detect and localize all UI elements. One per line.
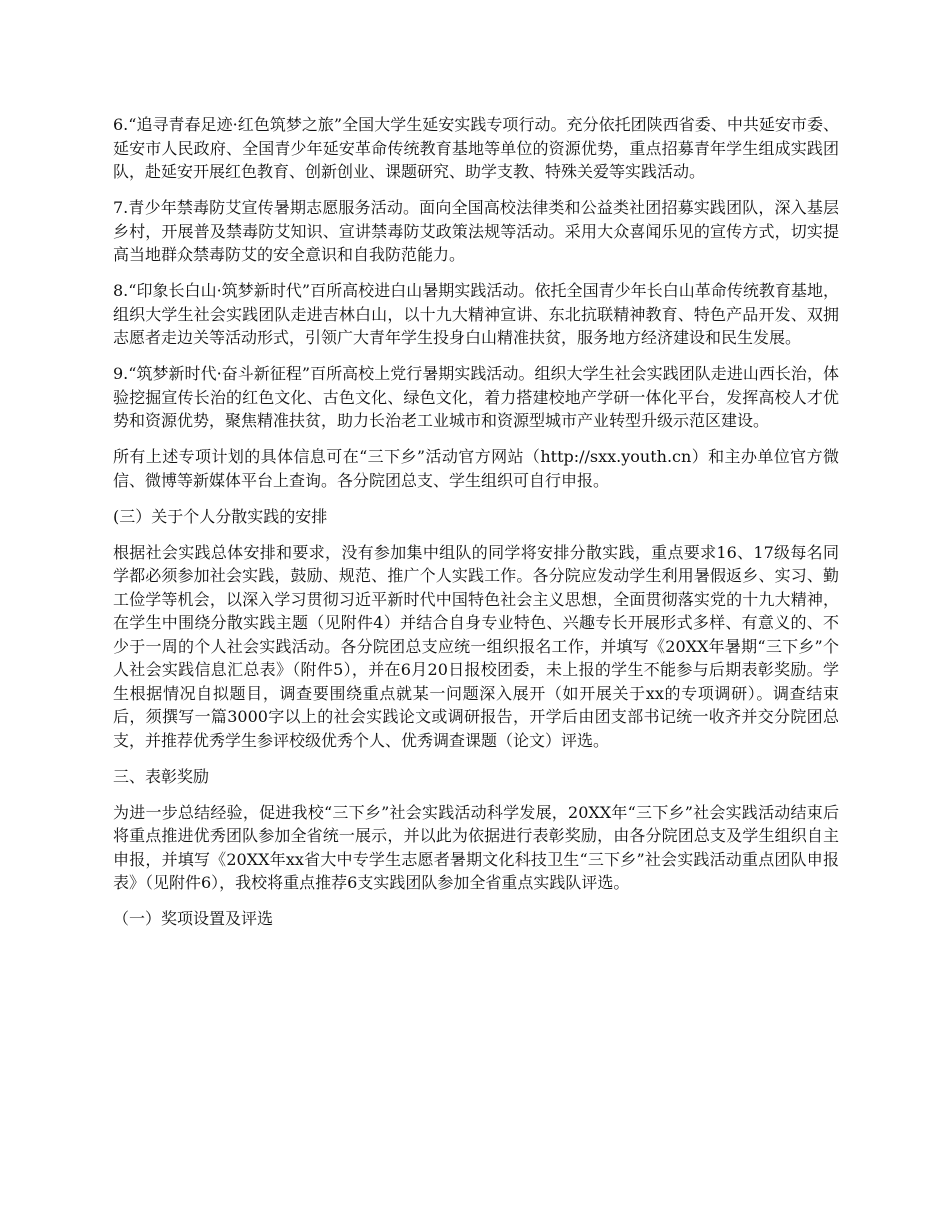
document-page — [113, 113, 839, 943]
paragraph-item-9: 9.“筑梦新时代·奋斗新征程”百所高校上党行暑期实践活动。组织大学生社会实践团队走进山西长治，体验挖掘宣传长治的红色文化、古色文化、绿色文化，着力搭建校地产学研一体化平台，发挥高校人才优势和资源优势，聚焦精准扶贫，助力长治老工业城市和资源型城市产业转型升级示范区建设。 — [113, 364, 839, 430]
section-heading-awards: 三、表彰奖励 — [113, 766, 210, 786]
section-heading-individual-practice: (三）关于个人分散实践的安排 — [113, 506, 328, 526]
section-heading-award-settings: （一）奖项设置及评选 — [113, 909, 274, 928]
paragraph-awards: 为进一步总结经验，促进我校“三下乡”社会实践活动科学发展，20XX年“三下乡”社会实践活动结束后将重点推进优秀团队参加全省统一展示，并以此为依据进行表彰奖励，由各分院团总支及学生组织自主申报，并填写《20XX年xx省大中专学生志愿者暑期文化科技卫生“三下乡”社会实践活动重点团队申报表》（见附件6），我校将重点推荐6支实践团队参加全省重点实践队评选。 — [113, 802, 839, 892]
paragraph-item-6: 6.“追寻青春足迹·红色筑梦之旅”全国大学生延安实践专项行动。充分依托团陕西省委、中共延安市委、延安市人民政府、全国青少年延安革命传统教育基地等单位的资源优势，重点招募青年学生组成实践团队，赴延安开展红色教育、创新创业、课题研究、助学支教、特殊关爱等实践活动。 — [113, 115, 839, 181]
paragraph-item-7: 7.青少年禁毒防艾宣传暑期志愿服务活动。面向全国高校法律类和公益类社团招募实践团队，深入基层乡村，开展普及禁毒防艾知识、宣讲禁毒防艾政策法规等活动。采用大众喜闻乐见的宣传方式，切实提高当地群众禁毒防艾的安全意识和自我防范能力。 — [113, 198, 839, 264]
paragraph-individual-practice: 根据社会实践总体安排和要求，没有参加集中组队的同学将安排分散实践，重点要求16、17级每名同学都必须参加社会实践，鼓励、规范、推广个人实践工作。各分院应发动学生利用暑假返乡、实习、勤工俭学等机会，以深入学习贯彻习近平新时代中国特色社会主义思想，全面贯彻落实党的十九大精神，在学生中围绕分散实践主题（见附件4）并结合自身专业特色、兴趣专长开展形式多样、有意义的、不少于一周的个人社会实践活动。各分院团总支应统一组织报名工作，并填写《20XX年暑期“三下乡”个人社会实践信息汇总表》（附件5），并在6月20日报校团委，未上报的学生不能参与后期表彰奖励。学生根据情况自拟题目，调查要围绕重点就某一问题深入展开（如开展关于xx的专项调研）。调查结束后，须撰写一篇3000字以上的社会实践论文或调研报告，开学后由团支部书记统一收齐并交分院团总支，并推荐优秀学生参评校级优秀个人、优秀调查课题（论文）评选。 — [113, 542, 839, 750]
paragraph-website-info: 所有上述专项计划的具体信息可在“三下乡”活动官方网站（http://sxx.youth.cn）和主办单位官方微信、微博等新媒体平台上查询。各分院团总支、学生组织可自行申报。 — [113, 447, 839, 490]
paragraph-item-8: 8.“印象长白山·筑梦新时代”百所高校进白山暑期实践活动。依托全国青少年长白山革命传统教育基地，组织大学生社会实践团队走进吉林白山，以十九大精神宣讲、东北抗联精神教育、特色产品开发、双拥志愿者走边关等活动形式，引领广大青年学生投身白山精准扶贫，服务地方经济建设和民生发展。 — [113, 281, 839, 347]
